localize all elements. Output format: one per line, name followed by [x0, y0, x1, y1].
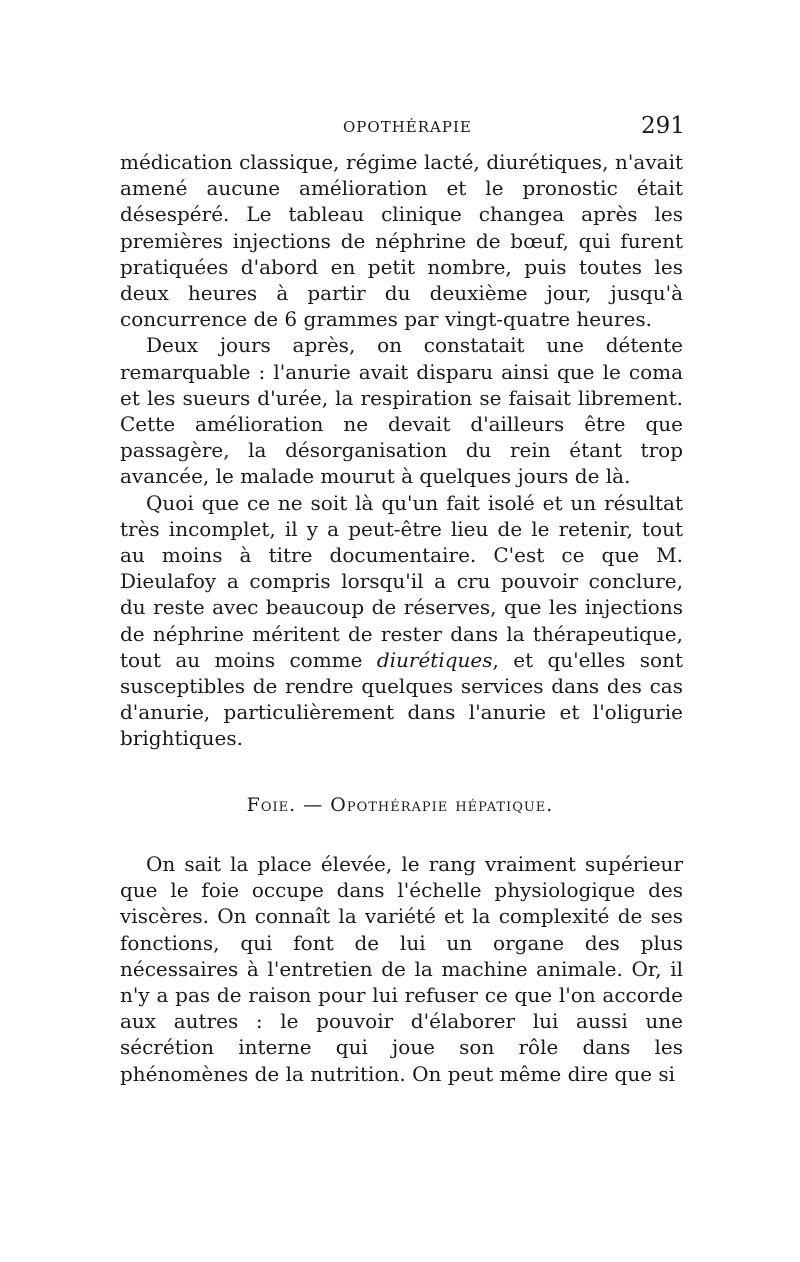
section-heading: [0, 793, 800, 817]
paragraph-text: Quoi que ce ne soit là qu'un fait isolé et un résultat très incomplet, il y a peut-être lieu de le retenir, tout au moins à titre documentaire. C'est ce que M. Dieulafoy a compris lorsqu'il a cru pouvoir conclure, du reste avec beaucoup de réserves, que les injections de néphrine méritent de rester dans la thérapeutique, tout au moins comme: [120, 490, 683, 672]
running-title: OPOTHÉRAPIE: [343, 118, 472, 136]
paragraph: [120, 851, 683, 1087]
paragraph: [120, 490, 683, 752]
paragraph-continued: [120, 149, 683, 332]
section-heading-part2: Opothérapie hépatique.: [330, 794, 554, 816]
paragraph: [120, 332, 683, 489]
section-heading-part1: Foie.: [246, 794, 297, 816]
body-text-before-section: [120, 149, 683, 752]
paragraph-text: Deux jours après, on constatait une détente remarquable : l'anurie avait disparu ainsi que le coma et les sueurs d'urée, la respiration se faisait librement. Cette amélioration ne devait d'ailleurs être que passagère, la désorganisation du rein étant trop avancée, le malade mourut à quelques jours de là.: [120, 333, 683, 489]
italic-term: diurétiques: [376, 647, 493, 672]
paragraph-text: , et qu'elles sont susceptibles de rendre quelques services dans des cas d'anurie, particulièrement dans l'anurie et l'oligurie brightiques.: [120, 647, 683, 751]
paragraph-text: On sait la place élevée, le rang vraiment supérieur que le foie occupe dans l'échelle physiologique des viscères. On connaît la variété et la complexité de ses fonctions, qui font de lui un organe des plus nécessaires à l'entretien de la machine animale. Or, il n'y a pas de raison pour lui refuser ce que l'on accorde aux autres : le pouvoir d'élaborer lui aussi une sécrétion interne qui joue son rôle dans les phénomènes de la nutrition. On peut même dire que si: [120, 852, 683, 1086]
body-text-after-section: [120, 851, 683, 1087]
running-header: [0, 113, 800, 147]
paragraph-text: médication classique, régime lacté, diurétiques, n'avait amené aucune amélioration et le pronostic était désespéré. Le tableau clinique changea après les premières injections de néphrine de bœuf, qui furent pratiquées d'abord en petit nombre, puis toutes les deux heures à partir du deuxième jour, jusqu'à concurrence de 6 grammes par vingt-quatre heures.: [120, 150, 683, 332]
page-number: 291: [641, 113, 685, 139]
section-heading-dash: —: [296, 794, 331, 816]
